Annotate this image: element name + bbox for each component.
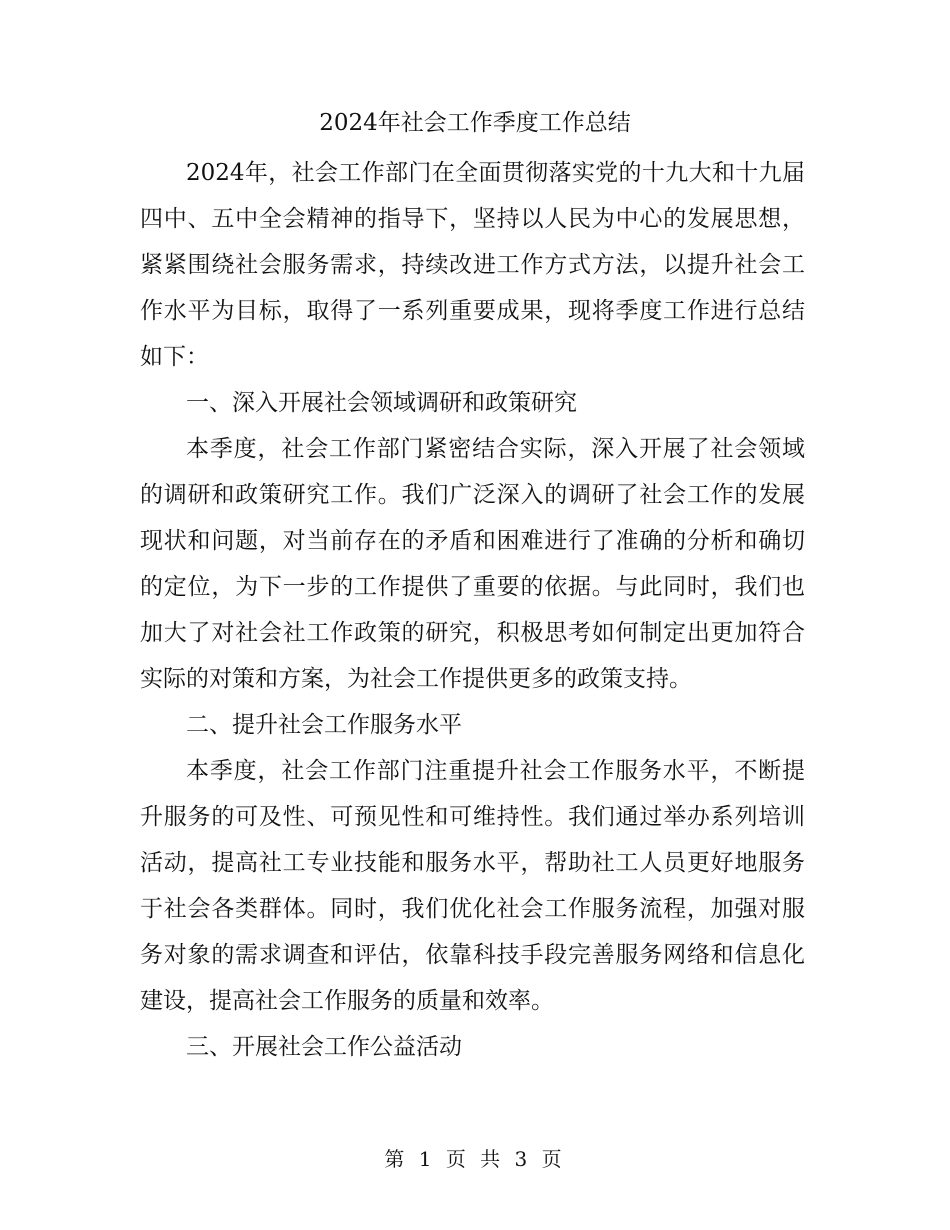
page-number-footer: 第 1 页 共 3 页 — [384, 1147, 566, 1171]
section-1-paragraph: 本季度，社会工作部门紧密结合实际，深入开展了社会领域的调研和政策研究工作。我们广泛深入的调研了社会工作的发展现状和问题，对当前存在的矛盾和困难进行了准确的分析和确切的定位，为下一步的工作提供了重要的依据。与此同时，我们也加大了对社会社工作政策的研究，积极思考如何制定出更加符合实际的对策和方案，为社会工作提供更多的政策支持。 — [140, 436, 805, 692]
intro-paragraph: 2024年，社会工作部门在全面贯彻落实党的十九大和十九届四中、五中全会精神的指导下，坚持以人民为中心的发展思想，紧紧围绕社会服务需求，持续改进工作方式方法，以提升社会工作水平为目标，取得了一系列重要成果，现将季度工作进行总结如下： — [140, 160, 805, 370]
section-heading-1: 一、深入开展社会领域调研和政策研究 — [186, 390, 577, 416]
section-2-paragraph: 本季度，社会工作部门注重提升社会工作服务水平，不断提升服务的可及性、可预见性和可维持性。我们通过举办系列培训活动，提高社工专业技能和服务水平，帮助社工人员更好地服务于社会各类群体。同时，我们优化社会工作服务流程，加强对服务对象的需求调查和评估，依靠科技手段完善服务网络和信息化建设，提高社会工作服务的质量和效率。 — [140, 758, 805, 1014]
document-title: 2024年社会工作季度工作总结 — [319, 110, 631, 136]
section-heading-2: 二、提升社会工作服务水平 — [186, 712, 462, 738]
document-body — [140, 150, 805, 1070]
section-heading-3: 三、开展社会工作公益活动 — [186, 1034, 462, 1060]
